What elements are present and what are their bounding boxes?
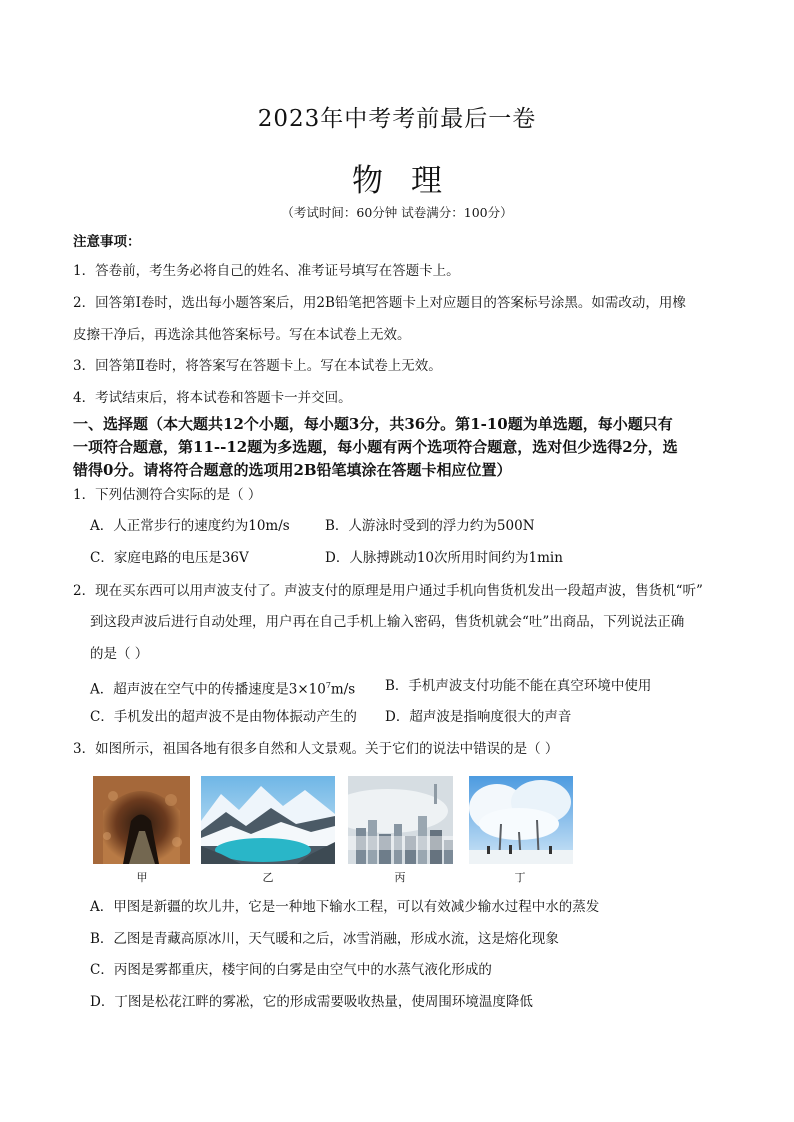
section-heading-1: 一、选择题（本大题共12个小题，每小题3分，共36分。第1-10题为单选题，每小题只有 (73, 415, 673, 433)
caption-jia: 甲 (136, 871, 148, 884)
caption-bing: 丙 (394, 871, 406, 884)
q2-option-b: B．手机声波支付功能不能在真空环境中使用 (385, 678, 652, 694)
karez-tunnel-image (93, 776, 190, 864)
caption-yi: 乙 (262, 871, 274, 884)
section-heading-2: 一项符合题意，第11--12题为多选题，每小题有两个选项符合题意，选对但少选得2分，选 (73, 438, 678, 456)
q1-option-a: A．人正常步行的速度约为10m/s (90, 518, 290, 534)
q2-option-d: D．超声波是指响度很大的声音 (385, 709, 572, 725)
note-4: 4．考试结束后，将本试卷和答题卡一并交回。 (73, 390, 352, 406)
q2-stem-1: 2．现在买东西可以用声波支付了。声波支付的原理是用户通过手机向售货机发出一段超声波，售货机“听” (73, 583, 703, 599)
q2-option-a: A．超声波在空气中的传播速度是$3\times 10^7m/s$ (90, 681, 356, 698)
q3-option-a: A．甲图是新疆的坎儿井，它是一种地下输水工程，可以有效减少输水过程中水的蒸发 (90, 899, 600, 915)
note-1: 1．答卷前，考生务必将自己的姓名、准考证号填写在答题卡上。 (73, 263, 460, 279)
q3-option-b: B．乙图是青藏高原冰川，天气暖和之后，冰雪消融，形成水流，这是熔化现象 (90, 931, 559, 947)
q2-stem-3: 的是（ ） (90, 646, 149, 662)
exam-title: 2023年中考考前最后一卷 (257, 106, 537, 132)
rime-trees-image (469, 776, 573, 864)
q3-stem: 3．如图所示，祖国各地有很多自然和人文景观。关于它们的说法中错误的是（ ） (73, 741, 559, 757)
exam-info: （考试时间：60分钟 试卷满分：100分） (281, 205, 513, 220)
q2-stem-2: 到这段声波后进行自动处理，用户再在自己手机上输入密码，售货机就会“吐”出商品，下列说法正确 (90, 614, 685, 630)
glacier-image (201, 776, 335, 864)
q1-option-c: C．家庭电路的电压是36V (90, 550, 249, 566)
q1-stem: 1．下列估测符合实际的是（ ） (73, 487, 262, 503)
note-2a: 2．回答第Ⅰ卷时，选出每小题答案后，用2B铅笔把答题卡上对应题目的答案标号涂黑。如需改动，用橡 (73, 295, 686, 311)
q3-option-d: D．丁图是松花江畔的雾凇，它的形成需要吸收热量，使周围环境温度降低 (90, 994, 533, 1010)
caption-ding: 丁 (514, 871, 526, 884)
q1-option-d: D．人脉搏跳动10次所用时间约为1min (325, 550, 563, 566)
notes-heading: 注意事项： (73, 234, 141, 250)
note-3: 3．回答第Ⅱ卷时，将答案写在答题卡上。写在本试卷上无效。 (73, 358, 442, 374)
q3-option-c: C．丙图是雾都重庆，楼宇间的白雾是由空气中的水蒸气液化形成的 (90, 962, 492, 978)
subject-title: 物理 (352, 163, 470, 199)
section-heading-3: 错得0分。请将符合题意的选项用2B铅笔填涂在答题卡相应位置） (73, 461, 512, 479)
q1-option-b: B．人游泳时受到的浮力约为500N (325, 518, 535, 534)
q2-option-c: C．手机发出的超声波不是由物体振动产生的 (90, 709, 357, 725)
note-2b: 皮擦干净后，再选涂其他答案标号。写在本试卷上无效。 (73, 327, 411, 343)
foggy-city-image (348, 776, 453, 864)
